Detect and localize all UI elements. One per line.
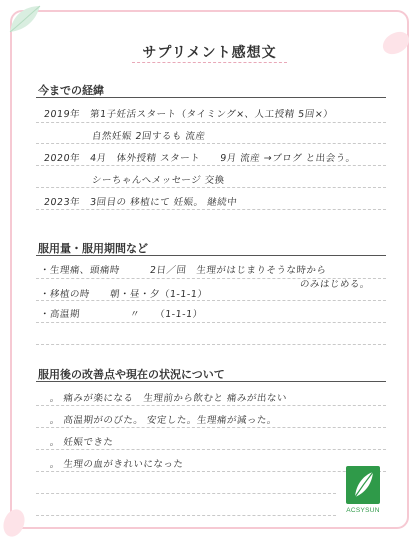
improvement-rule — [36, 381, 386, 382]
leaf-bottom-left-icon — [0, 505, 30, 539]
ruled-line — [36, 322, 386, 323]
dosage-line-3: ・移植の時 朝・昼・夕（1-1-1） — [39, 289, 208, 300]
dosage-line-2: のみはじめる。 — [299, 279, 371, 290]
dosage-line-4: ・高温期 〃 （1-1-1） — [39, 309, 204, 320]
dosage-heading: 服用量・服用期間など — [38, 242, 148, 255]
leaf-logo-icon — [346, 466, 380, 504]
history-rule — [36, 97, 386, 98]
improvement-line-4: 。 生理の血がきれいになった — [49, 459, 184, 470]
ruled-line — [36, 471, 386, 472]
ruled-line — [36, 427, 386, 428]
ruled-line — [36, 165, 386, 166]
dosage-rule — [36, 255, 386, 256]
ruled-line — [36, 209, 386, 210]
history-line-3: 2020年 4月 体外授精 スタート 9月 流産 →ブログ と出会う。 — [43, 153, 357, 164]
ruled-line — [36, 515, 336, 516]
ruled-line — [36, 405, 386, 406]
title-underline — [132, 62, 287, 63]
ruled-line — [36, 344, 386, 345]
improvement-line-3: 。 妊娠できた — [49, 437, 114, 448]
ruled-line — [36, 493, 336, 494]
history-line-1: 2019年 第1子妊活スタート（タイミング×、人工授精 5回×） — [43, 109, 334, 120]
brand-logo-text: ACSYSUN — [346, 507, 380, 514]
ruled-line — [36, 300, 386, 301]
improvement-line-1: 。 痛みが楽になる 生理前から飲むと 痛みが出ない — [49, 393, 288, 404]
dosage-line-1: ・生理痛、頭痛時 2日／回 生理がはじまりそうな時から — [39, 265, 327, 276]
ruled-line — [36, 143, 386, 144]
history-heading: 今までの経緯 — [38, 84, 104, 97]
ruled-line — [36, 122, 386, 123]
leaf-top-left-icon — [6, 2, 46, 36]
history-line-2: 自然妊娠 2回するも 流産 — [91, 131, 207, 142]
history-line-4: シーちゃんへメッセージ 交換 — [91, 175, 226, 186]
brand-logo — [346, 466, 380, 504]
ruled-line — [36, 449, 386, 450]
improvement-heading: 服用後の改善点や現在の状況について — [38, 368, 225, 381]
ruled-line — [36, 187, 386, 188]
page-title: サプリメント感想文 — [142, 45, 277, 61]
improvement-line-2: 。 高温期がのびた。 安定した。生理痛が減った。 — [49, 415, 278, 426]
history-line-5: 2023年 3回目の 移植にて 妊娠。 継続中 — [43, 197, 238, 208]
